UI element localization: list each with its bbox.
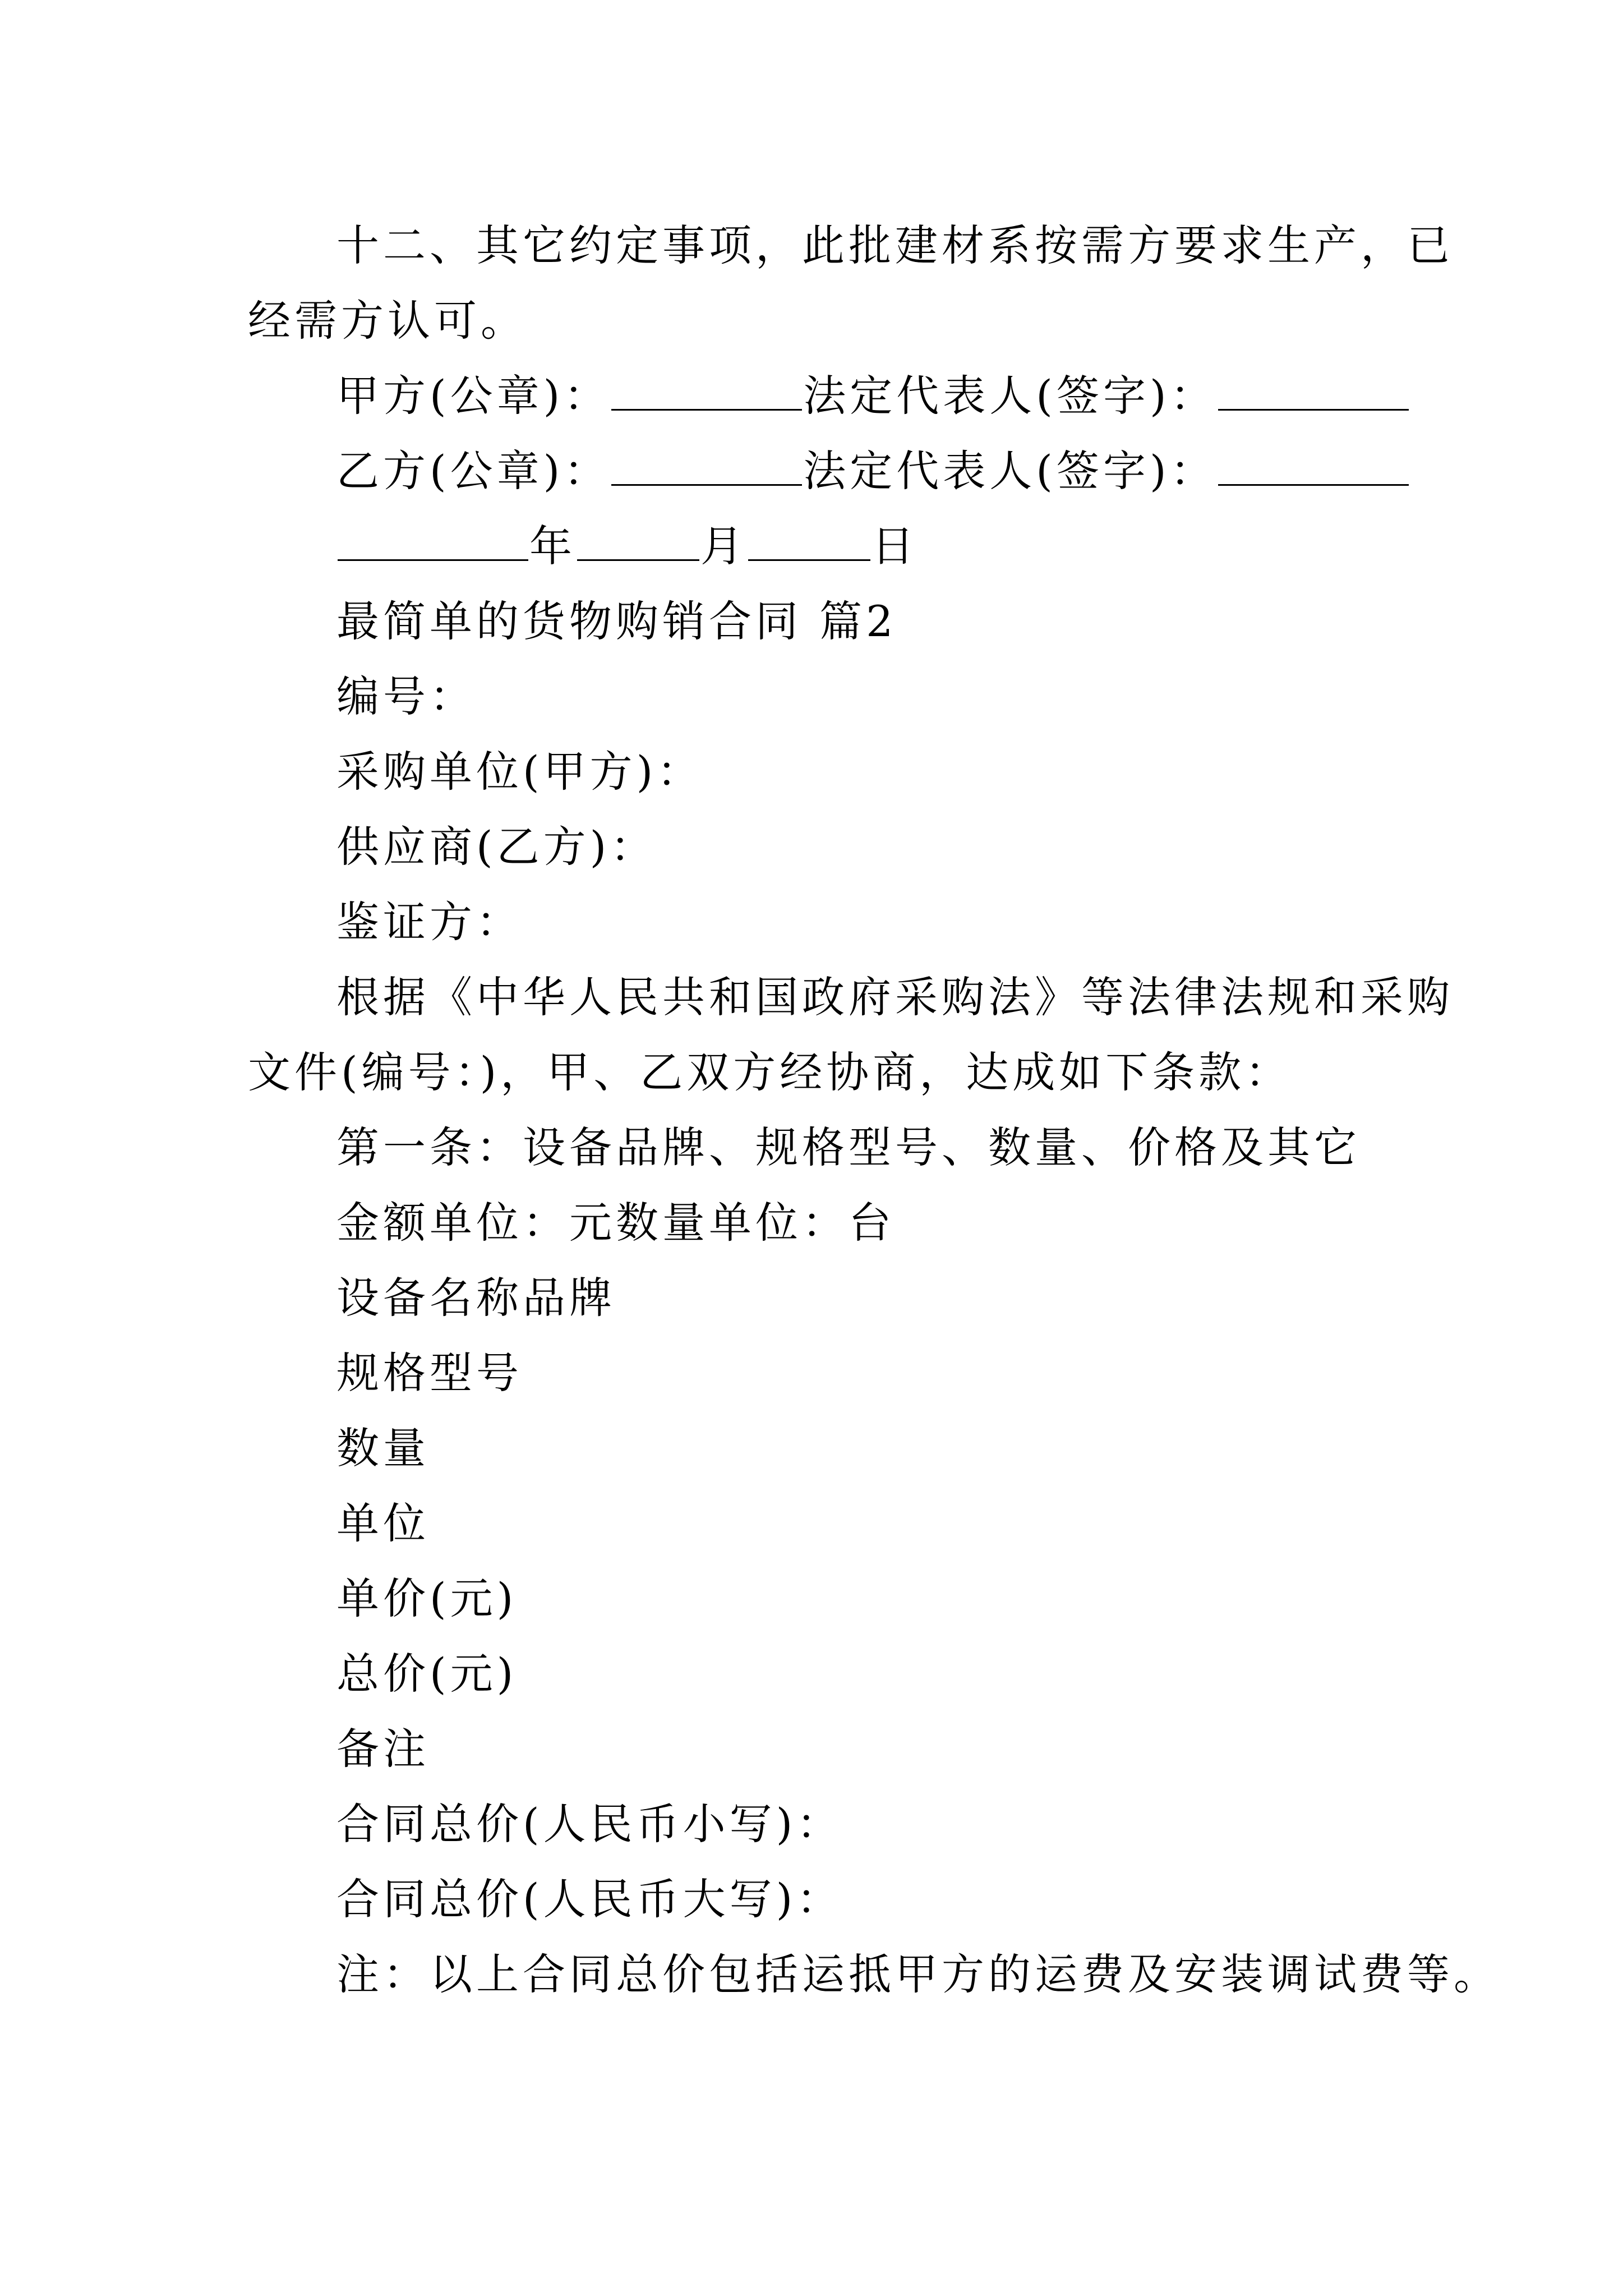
party-a-seal-blank[interactable] (611, 375, 802, 411)
party-a-seal-label: 甲方(公章)： (336, 371, 611, 421)
supplier-field: 供应商(乙方)： (336, 822, 657, 872)
party-b-representative-blank[interactable] (1218, 450, 1409, 486)
month-label: 月 (700, 521, 747, 571)
article-1-units: 金额单位：元数量单位：台 (336, 1198, 895, 1248)
contract-number-field: 编号： (336, 671, 476, 721)
party-a-representative-label: 法定代表人(签字)： (803, 371, 1217, 421)
year-blank[interactable] (338, 526, 528, 561)
column-remarks: 备注 (336, 1724, 430, 1774)
witness-field: 鉴证方： (336, 897, 523, 947)
column-model-spec: 规格型号 (336, 1348, 523, 1398)
preamble-line-1: 根据《中华人民共和国政府采购法》等法律法规和采购 (336, 972, 1454, 1022)
party-b-seal-label: 乙方(公章)： (336, 446, 611, 496)
column-equipment-brand: 设备名称品牌 (336, 1273, 616, 1323)
column-unit: 单位 (336, 1498, 430, 1548)
signing-date-row (0, 521, 1623, 572)
article-1-title: 第一条：设备品牌、规格型号、数量、价格及其它 (336, 1122, 1361, 1172)
party-a-representative-blank[interactable] (1218, 375, 1409, 411)
day-blank[interactable] (748, 526, 870, 561)
party-b-seal-blank[interactable] (611, 450, 802, 486)
clause-12-line-2: 经需方认可。 (248, 296, 527, 346)
price-note: 注：以上合同总价包括运抵甲方的运费及安装调试费等。 (336, 1949, 1500, 1999)
preamble-line-2: 文件(编号：)，甲、乙双方经协商，达成如下条款： (248, 1047, 1292, 1097)
party-a-signature-row (0, 370, 1623, 422)
section-title: 最简单的货物购销合同 篇2 (336, 596, 897, 646)
column-quantity: 数量 (336, 1423, 430, 1473)
contract-total-uppercase: 合同总价(人民币大写)： (336, 1874, 843, 1924)
party-b-representative-label: 法定代表人(签字)： (803, 446, 1217, 496)
contract-total-lowercase: 合同总价(人民币小写)： (336, 1799, 843, 1849)
party-b-signature-row (0, 445, 1623, 497)
buyer-field: 采购单位(甲方)： (336, 747, 704, 797)
column-unit-price: 单价(元) (336, 1573, 518, 1623)
clause-12-line-1: 十二、其它约定事项，此批建材系按需方要求生产，已 (336, 220, 1454, 270)
year-label: 年 (529, 521, 576, 571)
month-blank[interactable] (577, 526, 699, 561)
day-label: 日 (872, 521, 918, 571)
column-total-price: 总价(元) (336, 1649, 518, 1699)
